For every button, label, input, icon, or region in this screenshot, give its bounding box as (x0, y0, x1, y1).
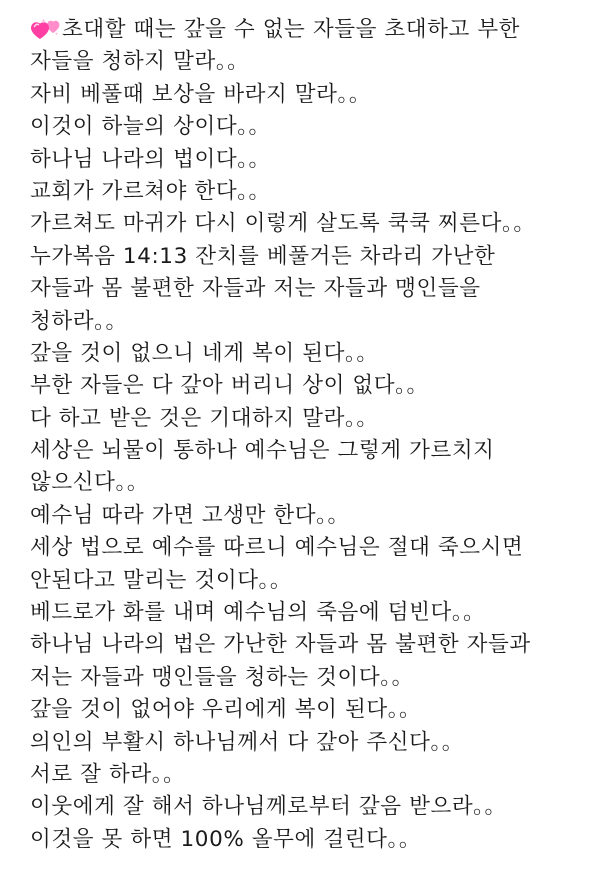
note-line: 자들을 청하지 말라。。 (30, 49, 250, 75)
note-line: 갚을 것이 없어야 우리에게 복이 된다。。 (30, 697, 422, 723)
note-line: 저는 자들과 맹인들을 청하는 것이다。。 (30, 664, 414, 690)
note-line: 세상 법으로 예수를 따르니 예수님은 절대 죽으시면 (30, 535, 524, 561)
note-line: 않으신다。。 (30, 470, 149, 496)
note-line: 자들과 몸 불편한 자들과 저는 자들과 맹인들을 (30, 276, 481, 302)
note-line: 베드로가 화를 내며 예수님의 죽음에 덤빈다。。 (30, 600, 486, 626)
note-text (30, 14, 590, 856)
note-line: 갚을 것이 없으니 네게 복이 된다。。 (30, 340, 379, 366)
note-line: 누가복음 14:13 잔치를 베풀거든 차라리 가난한 (30, 243, 496, 269)
note-line: 예수님 따라 가면 고생만 한다。。 (30, 502, 350, 528)
note-line: 이것을 못 하면 100% 올무에 걸린다。。 (30, 826, 421, 852)
note-line: 가르쳐도 마귀가 다시 이렇게 살도록 쿡쿡 찌른다。。 (30, 211, 536, 237)
note-line: 안된다고 말리는 것이다。。 (30, 567, 293, 593)
note-line: 서로 잘 하라。。 (30, 761, 186, 787)
note-line: 이것이 하늘의 상이다。。 (30, 114, 271, 140)
note-line-text: 초대할 때는 갚을 수 없는 자들을 초대하고 부한 (62, 17, 521, 42)
note-line: 다 하고 받은 것은 기대하지 말라。。 (30, 405, 379, 431)
note-line: 교회가 가르쳐야 한다。。 (30, 178, 271, 204)
note-line: 청하라。。 (30, 308, 128, 334)
note-line: 부한 자들은 다 갚아 버리니 상이 없다。。 (30, 373, 429, 399)
sparkling-hearts-icon (30, 16, 60, 40)
note-line: 세상은 뇌물이 통하나 예수님은 그렇게 가르치지 (30, 438, 495, 464)
note-line: 자비 베풀때 보상을 바라지 말라。。 (30, 81, 371, 107)
note-line: 이웃에게 잘 해서 하나님께로부터 갚음 받으라。。 (30, 794, 507, 820)
note-line: 하나님 나라의 법은 가난한 자들과 몸 불편한 자들과 (30, 632, 531, 658)
note-line (30, 14, 590, 46)
note-line: 하나님 나라의 법이다。。 (30, 146, 271, 172)
note-line: 의인의 부활시 하나님께서 다 갚아 주신다。。 (30, 729, 464, 755)
